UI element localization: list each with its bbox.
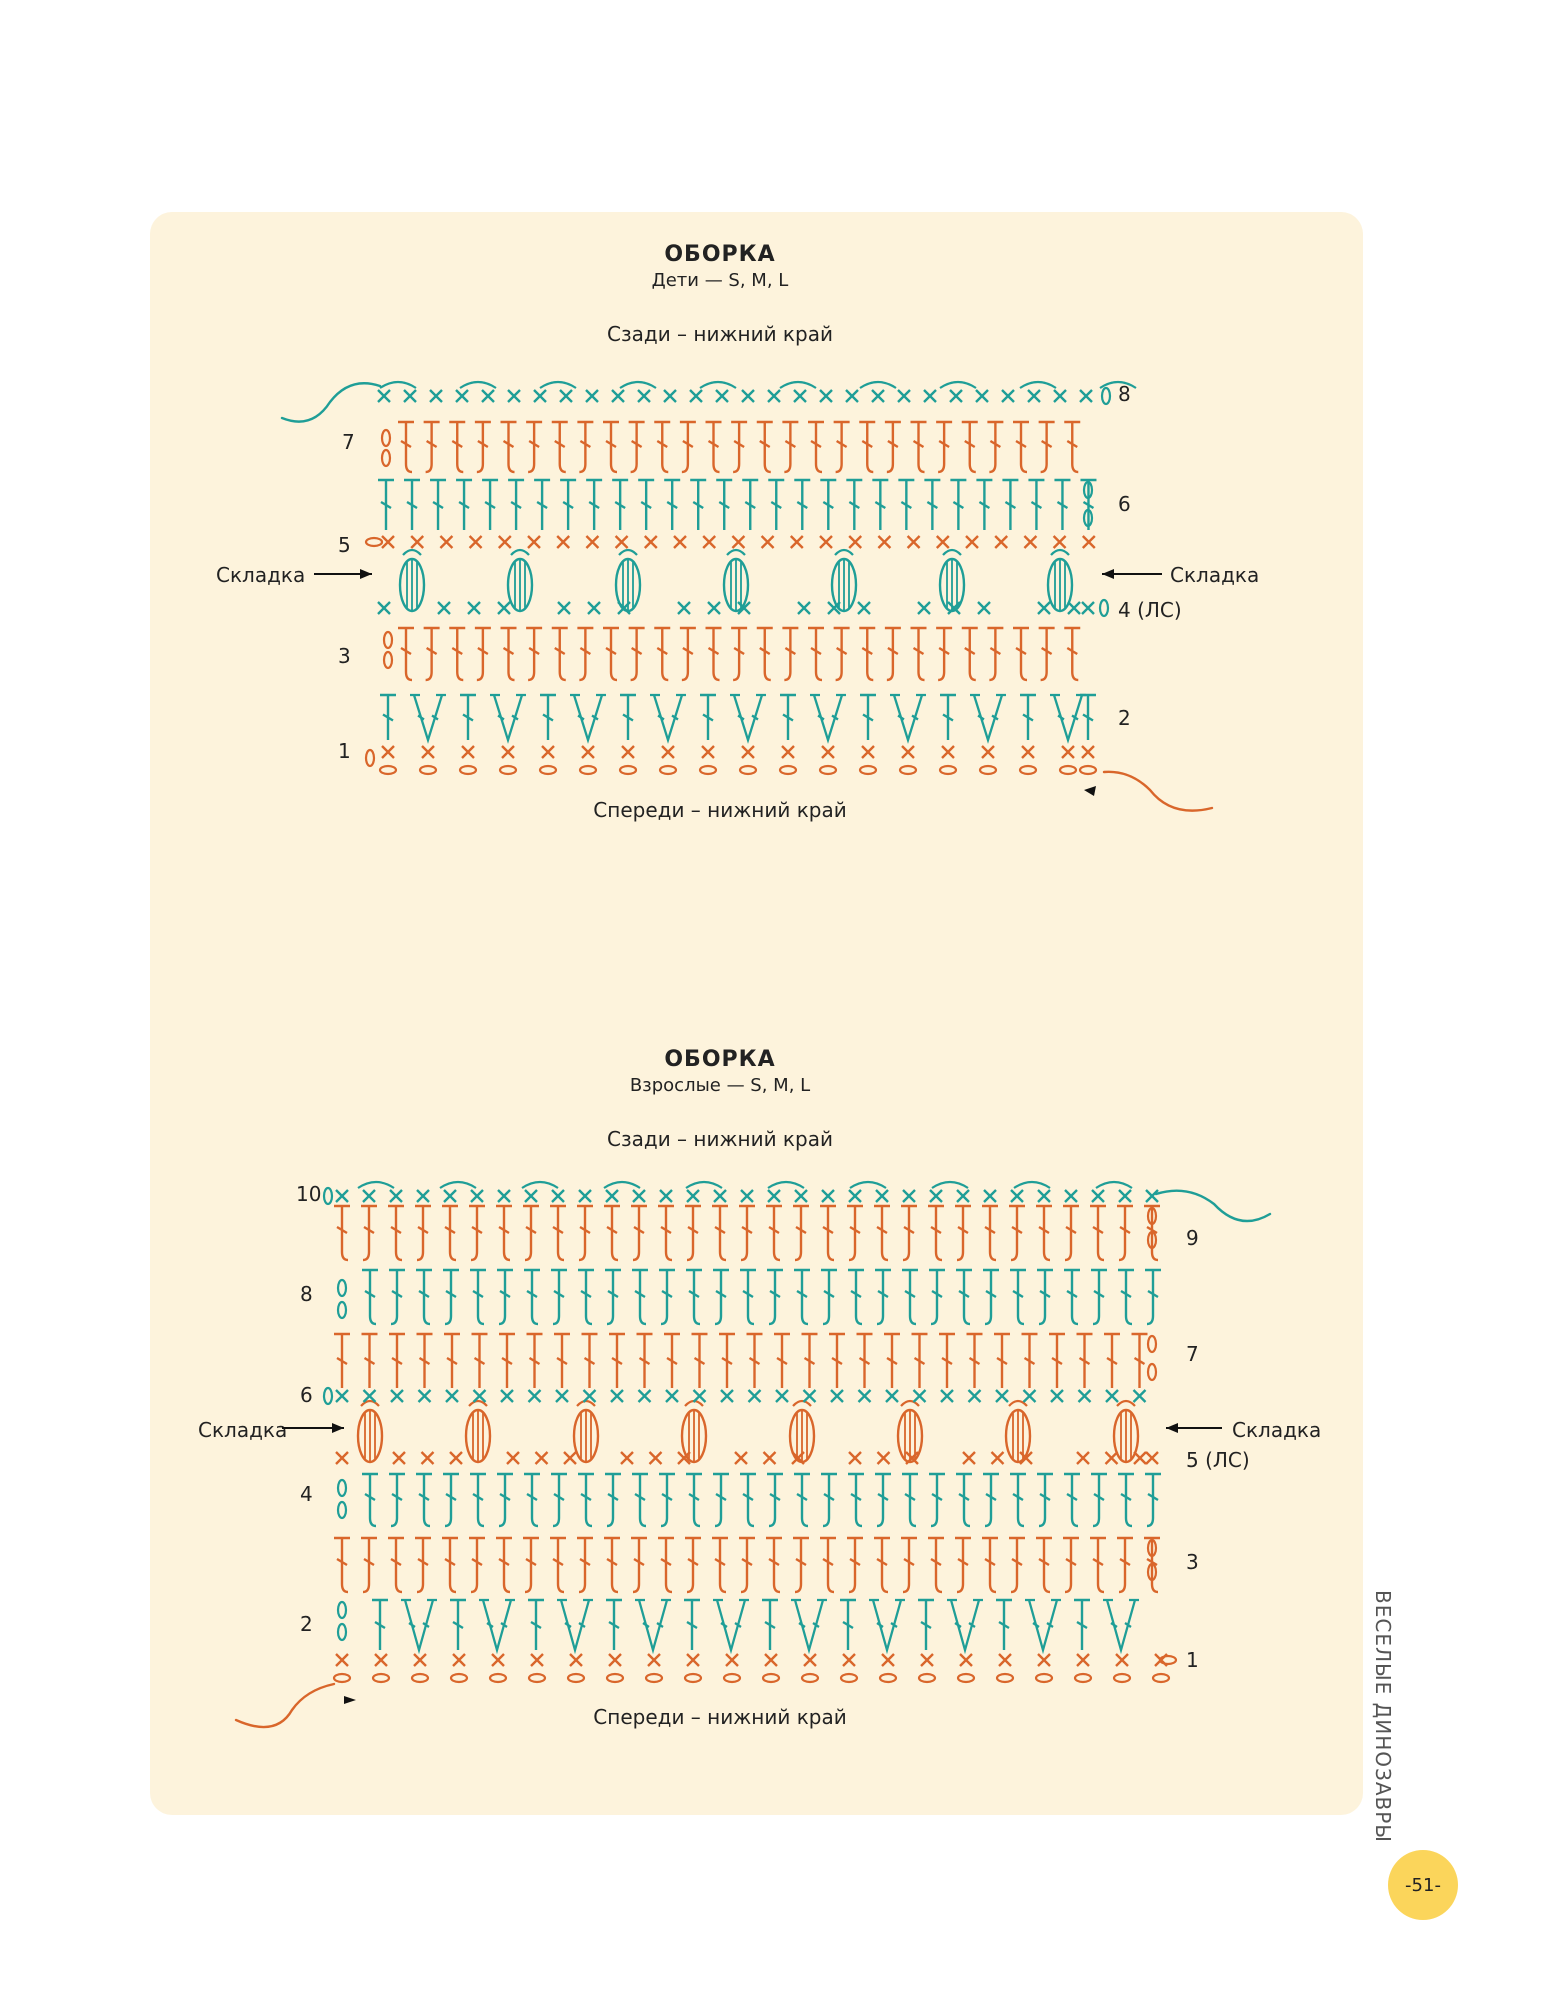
chart2-row-number: 7 [1186, 1342, 1199, 1366]
row-3 [334, 1538, 1160, 1592]
chart2-row-number: 2 [300, 1612, 313, 1636]
chart1-row-number: 6 [1118, 492, 1131, 516]
page-number-badge [1388, 1850, 1458, 1920]
chart2-row-number: 3 [1186, 1550, 1199, 1574]
chart1-row-number: 5 [338, 533, 351, 557]
row-3 [384, 628, 1080, 680]
chart2-top-label: Сзади – нижний край [607, 1127, 833, 1151]
chart2-row-number: 9 [1186, 1226, 1199, 1250]
chart1-fold-label-left: Складка [216, 563, 306, 587]
chart1-row-number: 1 [338, 739, 351, 763]
chart1-row-number: 7 [342, 430, 355, 454]
row-5 [336, 1401, 1158, 1464]
page-number: -51- [1405, 1874, 1441, 1896]
row-2 [380, 695, 1096, 740]
chart2-row-number: 5 (ЛС) [1186, 1448, 1250, 1472]
chart2-fold-label-right: Складка [1232, 1418, 1322, 1442]
book-title-vertical: ВЕСЕЛЫЕ ДИНОЗАВРЫ [1371, 1590, 1395, 1843]
row-9 [334, 1206, 1160, 1260]
chart2-fold-label-left: Складка [198, 1418, 288, 1442]
chart1-fold-label-right: Складка [1170, 563, 1260, 587]
row-5 [366, 536, 1095, 548]
chart1-bottom-label: Спереди – нижний край [593, 798, 847, 822]
start-arrow-icon [344, 1696, 356, 1704]
row-4 [378, 550, 1108, 616]
row-10 [324, 1182, 1158, 1204]
chart2-row-number: 4 [300, 1482, 313, 1506]
chart1-row-number: 2 [1118, 706, 1131, 730]
fold-arrows [282, 1423, 1222, 1433]
chart2-diagram [236, 1182, 1270, 1727]
chart1-subtitle: Дети — S, M, L [651, 270, 789, 291]
chart2-title: ОБОРКА [664, 1047, 776, 1072]
row-8 [378, 382, 1136, 404]
row-4 [338, 1474, 1161, 1526]
chart2-row-number: 8 [300, 1282, 313, 1306]
chart2-row-number: 1 [1186, 1648, 1199, 1672]
chart1-row-number: 3 [338, 644, 351, 668]
row-7 [382, 422, 1080, 472]
row-2 [338, 1600, 1139, 1650]
row-6 [378, 480, 1096, 530]
chart1-diagram [282, 382, 1212, 811]
chart2-row-number: 10 [296, 1182, 322, 1206]
chart1-title: ОБОРКА [664, 242, 776, 267]
row-8 [338, 1270, 1161, 1324]
chart1-row-number: 8 [1118, 382, 1131, 406]
start-arrow-icon [1084, 786, 1096, 796]
chart1-top-label: Сзади – нижний край [607, 322, 833, 346]
row-1 [366, 746, 1096, 774]
row-7 [334, 1334, 1156, 1388]
chart1-row-number: 4 (ЛС) [1118, 598, 1182, 622]
chart2-subtitle: Взрослые — S, M, L [629, 1075, 811, 1096]
chart2-bottom-label: Спереди – нижний край [593, 1705, 847, 1729]
fold-arrows [314, 569, 1162, 579]
chart2-row-number: 6 [300, 1383, 313, 1407]
row-1 [334, 1654, 1176, 1682]
